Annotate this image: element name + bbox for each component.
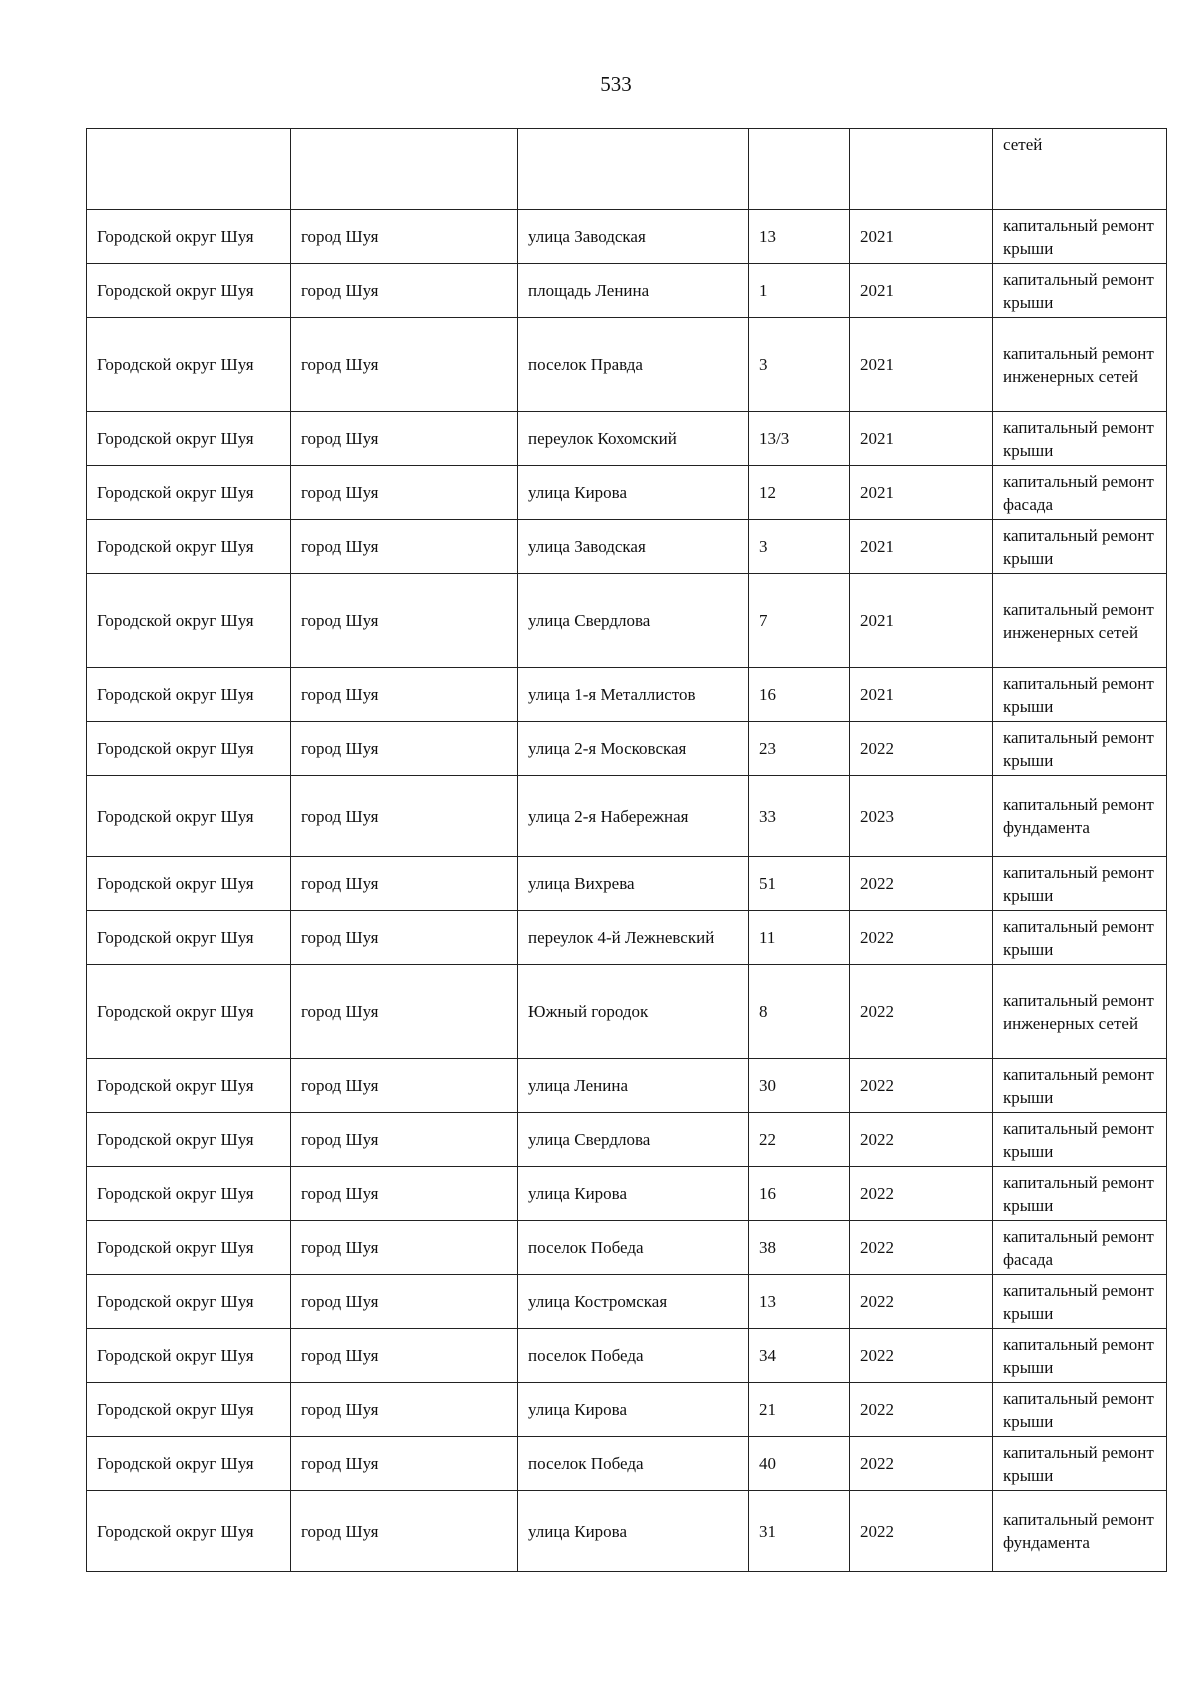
work-cell: капитальный ремонт крыши xyxy=(993,668,1167,722)
work-cell: капитальный ремонт крыши xyxy=(993,210,1167,264)
table-row xyxy=(87,911,1167,965)
work-cell: капитальный ремонт крыши xyxy=(993,911,1167,965)
work-cell: капитальный ремонт крыши xyxy=(993,1383,1167,1437)
street-cell: улица Заводская xyxy=(518,520,749,574)
repair-schedule-table xyxy=(86,128,1167,1572)
house-number-cell: 34 xyxy=(749,1329,850,1383)
work-cell: капитальный ремонт крыши xyxy=(993,412,1167,466)
year-cell: 2022 xyxy=(850,1275,993,1329)
district-cell: Городской округ Шуя xyxy=(87,1329,291,1383)
city-cell: город Шуя xyxy=(291,1329,518,1383)
year-cell xyxy=(850,129,993,210)
district-cell xyxy=(87,129,291,210)
street-cell: переулок Кохомский xyxy=(518,412,749,466)
city-cell: город Шуя xyxy=(291,722,518,776)
district-cell: Городской округ Шуя xyxy=(87,1221,291,1275)
district-cell: Городской округ Шуя xyxy=(87,1167,291,1221)
house-number-cell: 13/3 xyxy=(749,412,850,466)
table-row xyxy=(87,1221,1167,1275)
district-cell: Городской округ Шуя xyxy=(87,1491,291,1572)
house-number-cell: 31 xyxy=(749,1491,850,1572)
city-cell: город Шуя xyxy=(291,1491,518,1572)
city-cell: город Шуя xyxy=(291,466,518,520)
table-row xyxy=(87,965,1167,1059)
year-cell: 2022 xyxy=(850,1329,993,1383)
year-cell: 2022 xyxy=(850,1113,993,1167)
work-cell: капитальный ремонт крыши xyxy=(993,857,1167,911)
district-cell: Городской округ Шуя xyxy=(87,1275,291,1329)
work-cell: капитальный ремонт фасада xyxy=(993,466,1167,520)
work-cell: капитальный ремонт крыши xyxy=(993,722,1167,776)
street-cell: улица Заводская xyxy=(518,210,749,264)
city-cell: город Шуя xyxy=(291,857,518,911)
house-number-cell: 13 xyxy=(749,210,850,264)
district-cell: Городской округ Шуя xyxy=(87,857,291,911)
year-cell: 2022 xyxy=(850,1437,993,1491)
year-cell: 2021 xyxy=(850,412,993,466)
table-row xyxy=(87,776,1167,857)
street-cell xyxy=(518,129,749,210)
street-cell: улица 2-я Московская xyxy=(518,722,749,776)
table-row xyxy=(87,1437,1167,1491)
house-number-cell: 38 xyxy=(749,1221,850,1275)
city-cell: город Шуя xyxy=(291,210,518,264)
work-cell: капитальный ремонт инженерных сетей xyxy=(993,574,1167,668)
work-cell: капитальный ремонт крыши xyxy=(993,1059,1167,1113)
year-cell: 2022 xyxy=(850,1059,993,1113)
house-number-cell: 16 xyxy=(749,668,850,722)
year-cell: 2022 xyxy=(850,857,993,911)
table-row xyxy=(87,412,1167,466)
city-cell: город Шуя xyxy=(291,264,518,318)
page-number: 533 xyxy=(600,72,632,96)
year-cell: 2022 xyxy=(850,1491,993,1572)
house-number-cell: 12 xyxy=(749,466,850,520)
city-cell: город Шуя xyxy=(291,1275,518,1329)
house-number-cell: 40 xyxy=(749,1437,850,1491)
year-cell: 2022 xyxy=(850,1383,993,1437)
district-cell: Городской округ Шуя xyxy=(87,1437,291,1491)
work-cell: капитальный ремонт фасада xyxy=(993,1221,1167,1275)
work-cell: капитальный ремонт крыши xyxy=(993,1113,1167,1167)
year-cell: 2021 xyxy=(850,668,993,722)
table-row xyxy=(87,318,1167,412)
city-cell: город Шуя xyxy=(291,1383,518,1437)
street-cell: переулок 4-й Лежневский xyxy=(518,911,749,965)
district-cell: Городской округ Шуя xyxy=(87,1059,291,1113)
street-cell: улица 2-я Набережная xyxy=(518,776,749,857)
house-cell xyxy=(749,129,850,210)
year-cell: 2021 xyxy=(850,210,993,264)
city-cell: город Шуя xyxy=(291,911,518,965)
street-cell: улица Костромская xyxy=(518,1275,749,1329)
house-number-cell: 11 xyxy=(749,911,850,965)
table-row xyxy=(87,264,1167,318)
house-number-cell: 30 xyxy=(749,1059,850,1113)
district-cell: Городской округ Шуя xyxy=(87,466,291,520)
table-row xyxy=(87,722,1167,776)
street-cell: Южный городок xyxy=(518,965,749,1059)
city-cell: город Шуя xyxy=(291,1437,518,1491)
work-cell: капитальный ремонт крыши xyxy=(993,1167,1167,1221)
district-cell: Городской округ Шуя xyxy=(87,776,291,857)
street-cell: улица Кирова xyxy=(518,466,749,520)
city-cell: город Шуя xyxy=(291,574,518,668)
year-cell: 2022 xyxy=(850,1167,993,1221)
table-row xyxy=(87,1167,1167,1221)
year-cell: 2021 xyxy=(850,318,993,412)
house-number-cell: 51 xyxy=(749,857,850,911)
district-cell: Городской округ Шуя xyxy=(87,520,291,574)
table-row xyxy=(87,520,1167,574)
street-cell: улица 1-я Металлистов xyxy=(518,668,749,722)
year-cell: 2022 xyxy=(850,911,993,965)
table-row xyxy=(87,1383,1167,1437)
street-cell: улица Кирова xyxy=(518,1167,749,1221)
city-cell: город Шуя xyxy=(291,1059,518,1113)
district-cell: Городской округ Шуя xyxy=(87,574,291,668)
house-number-cell: 1 xyxy=(749,264,850,318)
table-row xyxy=(87,1491,1167,1572)
year-cell: 2023 xyxy=(850,776,993,857)
city-cell: город Шуя xyxy=(291,412,518,466)
year-cell: 2022 xyxy=(850,1221,993,1275)
district-cell: Городской округ Шуя xyxy=(87,210,291,264)
table-row xyxy=(87,1329,1167,1383)
street-cell: улица Ленина xyxy=(518,1059,749,1113)
table-row-continuation xyxy=(87,129,1167,210)
city-cell: город Шуя xyxy=(291,318,518,412)
house-number-cell: 3 xyxy=(749,318,850,412)
city-cell: город Шуя xyxy=(291,1113,518,1167)
district-cell: Городской округ Шуя xyxy=(87,264,291,318)
year-cell: 2022 xyxy=(850,965,993,1059)
table-row xyxy=(87,1113,1167,1167)
district-cell: Городской округ Шуя xyxy=(87,911,291,965)
district-cell: Городской округ Шуя xyxy=(87,668,291,722)
street-cell: поселок Победа xyxy=(518,1221,749,1275)
table-row xyxy=(87,857,1167,911)
street-cell: поселок Правда xyxy=(518,318,749,412)
city-cell: город Шуя xyxy=(291,776,518,857)
city-cell xyxy=(291,129,518,210)
table-row xyxy=(87,1275,1167,1329)
year-cell: 2021 xyxy=(850,264,993,318)
district-cell: Городской округ Шуя xyxy=(87,318,291,412)
work-cell: капитальный ремонт инженерных сетей xyxy=(993,965,1167,1059)
table-row xyxy=(87,466,1167,520)
year-cell: 2021 xyxy=(850,574,993,668)
street-cell: улица Свердлова xyxy=(518,1113,749,1167)
house-number-cell: 16 xyxy=(749,1167,850,1221)
work-cell: капитальный ремонт фундамента xyxy=(993,1491,1167,1572)
work-cell: капитальный ремонт крыши xyxy=(993,264,1167,318)
house-number-cell: 33 xyxy=(749,776,850,857)
table-row xyxy=(87,574,1167,668)
work-cell: сетей xyxy=(993,129,1167,210)
district-cell: Городской округ Шуя xyxy=(87,412,291,466)
work-cell: капитальный ремонт крыши xyxy=(993,520,1167,574)
street-cell: улица Свердлова xyxy=(518,574,749,668)
year-cell: 2022 xyxy=(850,722,993,776)
district-cell: Городской округ Шуя xyxy=(87,1383,291,1437)
table-row xyxy=(87,210,1167,264)
work-cell: капитальный ремонт крыши xyxy=(993,1437,1167,1491)
table-row xyxy=(87,1059,1167,1113)
district-cell: Городской округ Шуя xyxy=(87,1113,291,1167)
year-cell: 2021 xyxy=(850,520,993,574)
work-cell: капитальный ремонт фундамента xyxy=(993,776,1167,857)
street-cell: улица Кирова xyxy=(518,1491,749,1572)
street-cell: поселок Победа xyxy=(518,1437,749,1491)
house-number-cell: 23 xyxy=(749,722,850,776)
house-number-cell: 8 xyxy=(749,965,850,1059)
city-cell: город Шуя xyxy=(291,1221,518,1275)
house-number-cell: 3 xyxy=(749,520,850,574)
city-cell: город Шуя xyxy=(291,668,518,722)
table-row xyxy=(87,668,1167,722)
district-cell: Городской округ Шуя xyxy=(87,722,291,776)
city-cell: город Шуя xyxy=(291,1167,518,1221)
house-number-cell: 7 xyxy=(749,574,850,668)
street-cell: улица Кирова xyxy=(518,1383,749,1437)
year-cell: 2021 xyxy=(850,466,993,520)
street-cell: площадь Ленина xyxy=(518,264,749,318)
work-cell: капитальный ремонт крыши xyxy=(993,1275,1167,1329)
table-body xyxy=(87,129,1167,1572)
street-cell: поселок Победа xyxy=(518,1329,749,1383)
district-cell: Городской округ Шуя xyxy=(87,965,291,1059)
house-number-cell: 13 xyxy=(749,1275,850,1329)
house-number-cell: 22 xyxy=(749,1113,850,1167)
street-cell: улица Вихрева xyxy=(518,857,749,911)
work-cell: капитальный ремонт инженерных сетей xyxy=(993,318,1167,412)
city-cell: город Шуя xyxy=(291,965,518,1059)
work-cell: капитальный ремонт крыши xyxy=(993,1329,1167,1383)
house-number-cell: 21 xyxy=(749,1383,850,1437)
city-cell: город Шуя xyxy=(291,520,518,574)
